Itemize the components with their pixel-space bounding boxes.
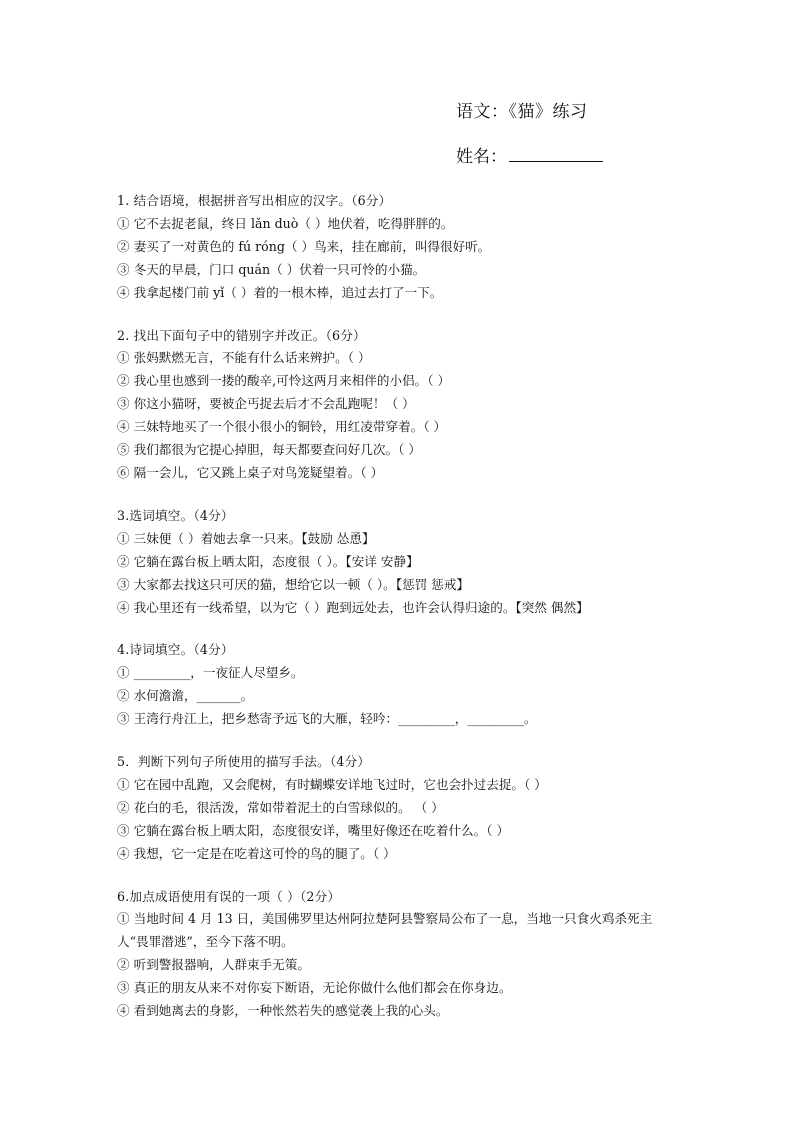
questions <box>117 190 687 1023</box>
question-item: ① 它在园中乱跑，又会爬树，有时蝴蝶安详地飞过时，它也会扑过去捉。（ ） <box>117 776 547 792</box>
question-title: 5．判断下列句子所使用的描写手法。（4分） <box>117 754 371 770</box>
question-title: 1. 结合语境，根据拼音写出相应的汉字。（6分） <box>117 193 392 208</box>
question-4 <box>117 639 687 731</box>
question-item: ① 三妹便（ ）着她去拿一只来。【鼓励 怂恿】 <box>117 530 375 546</box>
question-item: ③ 王湾行舟江上，把乡愁寄予远飞的大雁，轻吟：_________，_________。 <box>117 711 537 727</box>
question-item: ⑥ 隔一会儿，它又跳上桌子对鸟笼疑望着。（ ） <box>117 464 384 480</box>
question-item: ③ 它躺在露台板上晒太阳，态度很安详，嘴里好像还在吃着什么。（ ） <box>117 822 510 838</box>
question-5 <box>117 751 687 866</box>
name-field-row <box>456 142 603 167</box>
question-item: ② 它躺在露台板上晒太阳，态度很（ ）。【安详 安静】 <box>117 553 419 569</box>
question-item: ④ 看到她离去的身影，一种怅然若失的感觉袭上我的心头。 <box>117 1003 449 1019</box>
question-item: ① _________，一夜征人尽望乡。 <box>117 665 304 681</box>
question-item: ⑤ 我们都很为它提心掉胆，每天都要查问好几次。（ ） <box>117 442 421 458</box>
question-6 <box>117 886 687 1023</box>
name-label: 姓名： <box>456 147 507 167</box>
question-3 <box>117 505 687 620</box>
name-blank-line[interactable] <box>509 145 603 162</box>
question-item: ② 花白的毛，很活泼，常如带着泥土的白雪球似的。 （ ） <box>117 799 444 815</box>
question-title: 4.诗词填空。（4分） <box>117 642 234 658</box>
question-2 <box>117 325 687 485</box>
question-item: ③ 冬天的早晨，门口 quán（ ）伏着一只可怜的小猫。 <box>117 261 426 277</box>
question-title: 2. 找出下面句子中的错别字并改正。（6分） <box>117 327 366 343</box>
question-title: 3.选词填空。（4分） <box>117 507 234 523</box>
question-item: ② 我心里也感到一搂的酸辛,可怜这两月来相伴的小侣。（ ） <box>117 373 451 389</box>
page-title: 语文：《猫》练习 <box>456 102 588 122</box>
question-item: ④ 三妹特地买了一个很小很小的铜铃，用红凌带穿着。（ ） <box>117 419 447 435</box>
question-item: ① 它不去捉老鼠，终日 lǎn duò（ ）地伏着，吃得胖胖的。 <box>117 215 454 231</box>
question-item: ④ 我心里还有一线希望，以为它（ ）跑到远处去，也许会认得归途的。【突然 偶然】 <box>117 599 589 615</box>
question-item: ③ 真正的朋友从来不对你妄下断语，无论你做什么他们都会在你身边。 <box>117 980 512 996</box>
question-title: 6.加点成语使用有误的一项（ ）（2分） <box>117 888 341 904</box>
question-item: ① 当地时间 4 月 13 日，美国佛罗里达州阿拉楚阿县警察局公布了一息，当地一只食火鸡杀死主人“畏罪潜逃”，至今下落不明。 <box>117 911 653 950</box>
question-item: ④ 我拿起楼门前 yǐ（ ）着的一根木棒，追过去打了一下。 <box>117 284 443 300</box>
question-item: ② 妻买了一对黄色的 fú róng（ ）鸟来，挂在廊前，叫得很好听。 <box>117 238 491 254</box>
question-item: ③ 大家都去找这只可厌的猫，想给它以一顿（ ）。【惩罚 惩戒】 <box>117 576 470 592</box>
question-1 <box>117 190 687 305</box>
question-item: ③ 你这小猫呀，要被企丐捉去后才不会乱跑呢！（ ） <box>117 396 415 412</box>
question-item: ① 张妈默燃无言，不能有什么话来辨护。（ ） <box>117 350 371 366</box>
question-item: ④ 我想，它一定是在吃着这可怜的鸟的腿了。（ ） <box>117 845 396 861</box>
question-item: ② 听到警报器响，人群束手无策。 <box>117 957 310 973</box>
question-item: ② 水何澹澹，_______。 <box>117 688 254 704</box>
